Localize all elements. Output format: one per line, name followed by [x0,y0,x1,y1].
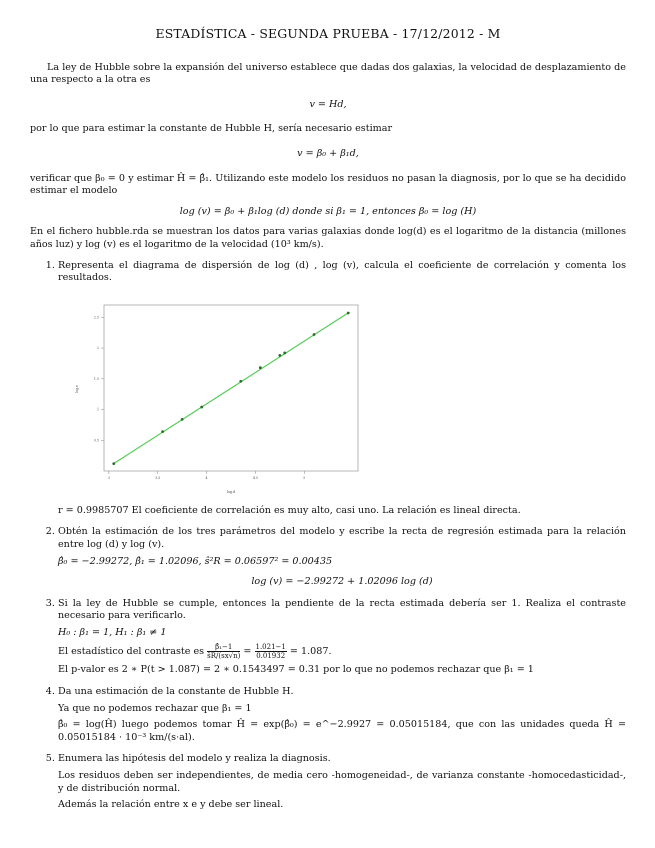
question-3 [58,598,626,677]
question-4 [58,686,626,744]
question-2-params: β̂₀ = −2.99272, β̂₁ = 1.02096, ŝ²R = 0.06597² = 0.00435 [58,555,333,567]
y-tick-label-3: 2 [96,345,99,350]
question-1-text: 1. Representa el diagrama de dispersión de log (d) , log (v), calcula el coeficiente de correlación y comenta los resultados. [58,259,626,284]
intro-paragraph-2: por lo que para estimar la constante de Hubble H, sería necesario estimar [30,123,393,135]
y-tick-label-2: 1.5 [93,376,99,381]
data-point-2 [181,418,184,421]
question-5-text: 5. Enumera las hipótesis del modelo y realiza la diagnosis. [58,753,331,765]
data-point-5 [259,366,262,369]
question-3-statistic: El estadístico del contraste es $\frac{\text{β̂₁−1}}{ŝR/(sx√n)}$ = $\frac{1.021-1}{0.01932}$ = 1.087. [58,643,332,661]
intro-paragraph-3: verificar que β₀ = 0 y estimar Ĥ = β̂₁. Utilizando este modelo los residuos no pasan la diagnosis, por lo que se ha decidido estimar el modelo [30,172,626,197]
equation-linear-model: v = β₀ + β₁d, [297,147,359,159]
question-2-text: 2. Obtén la estimación de los tres parámetros del modelo y escribe la recta de regresión estimada para la relación entre log (d) y log (v). [58,526,626,550]
data-point-7 [283,351,286,354]
fraction-1-denominator: ŝR/(sx√n) [207,652,241,661]
question-4-answer-2: β̂₀ = log(Ĥ) luego podemos tomar Ĥ = exp(β̂₀) = e^−2.9927 = 0.05015184, que con las unidades queda Ĥ = 0.05015184 · 10⁻³ km/(s·al). [58,719,626,743]
question-1-answer: r = 0.9985707 El coeficiente de correlación es muy alto, casi uno. La relación es lineal directa. [58,504,521,516]
page-title: ESTADÍSTICA - SEGUNDA PRUEBA - 17/12/2012 - M [155,26,501,41]
statistic-value-fraction [255,643,287,660]
x-tick-label-3: 4.5 [252,475,258,480]
question-4-answer-1: Ya que no podemos rechazar que β₁ = 1 [58,702,252,714]
question-4-text: 4. Da una estimación de la constante de Hubble H. [58,686,294,698]
intro-paragraph-1: La ley de Hubble sobre la expansión del universo establece que dadas dos galaxias, la velocidad de desplazamiento de una respecto a la otra es [30,61,626,86]
x-tick-label-0: 3 [107,475,110,480]
question-list [30,260,626,812]
statistic-formula-fraction [207,643,240,660]
data-point-4 [239,380,242,383]
intro-paragraph-4: En el fichero hubble.rda se muestran los datos para varias galaxias donde log(d) es el logaritmo de la distancia (millones años luz) y log (v) es el logaritmo de la velocidad (10³ km/s). [30,226,626,250]
x-tick-label-4: 5 [303,475,306,480]
y-tick-label-4: 2.5 [93,315,99,320]
question-3-hypotheses: H₀ : β₁ = 1, H₁ : β₁ ≠ 1 [58,626,167,638]
equation-hubble-law: v = Hd, [309,98,347,110]
question-3-text: 3. Si la ley de Hubble se cumple, entonces la pendiente de la recta estimada debería ser 1. Realiza el contraste necesario para verificarlo. [58,597,626,622]
x-axis-label: log.d [226,489,236,494]
data-point-3 [200,405,203,408]
fraction-2-numerator: 1.021−1 [255,643,286,652]
fraction-1-numerator: β̂₁−1 [207,643,240,652]
statistic-suffix: = 1.087. [289,646,332,658]
scatter-plot [68,299,368,499]
data-point-1 [161,430,164,433]
question-5 [58,753,626,811]
y-tick-label-1: 1 [96,407,99,412]
data-point-9 [347,311,350,314]
fraction-2-denominator: 0.01932 [256,652,286,661]
document-page [30,28,626,821]
scatter-plot-svg [68,299,368,499]
statistic-prefix: El estadístico del contraste es [58,646,205,658]
x-tick-label-1: 3.5 [155,475,161,480]
data-point-6 [278,354,281,357]
question-2-regression-line: log (v) = −2.99272 + 1.02096 log (d) [251,576,433,588]
data-point-8 [313,333,316,336]
equation-log-model: log (v) = β₀ + β₁log (d) donde si β₁ = 1, entonces β₀ = log (H) [179,205,477,217]
question-3-pvalue: El p-valor es 2 ∗ P(t > 1.087) = 2 ∗ 0.1543497 = 0.31 por lo que no podemos rechazar que β₁ = 1 [58,664,534,676]
x-tick-label-2: 4 [205,475,208,480]
y-axis-label: log.v [75,384,79,393]
data-point-0 [112,462,115,465]
question-5-answer-2: Además la relación entre x e y debe ser lineal. [58,799,284,811]
question-2 [58,526,626,588]
y-tick-label-0: 0.5 [93,437,99,442]
question-5-answer-1: Los residuos deben ser independientes, de media cero -homogeneidad-, de varianza constante -homocedasticidad-, y de distribución normal. [58,770,626,794]
question-1 [58,260,626,518]
